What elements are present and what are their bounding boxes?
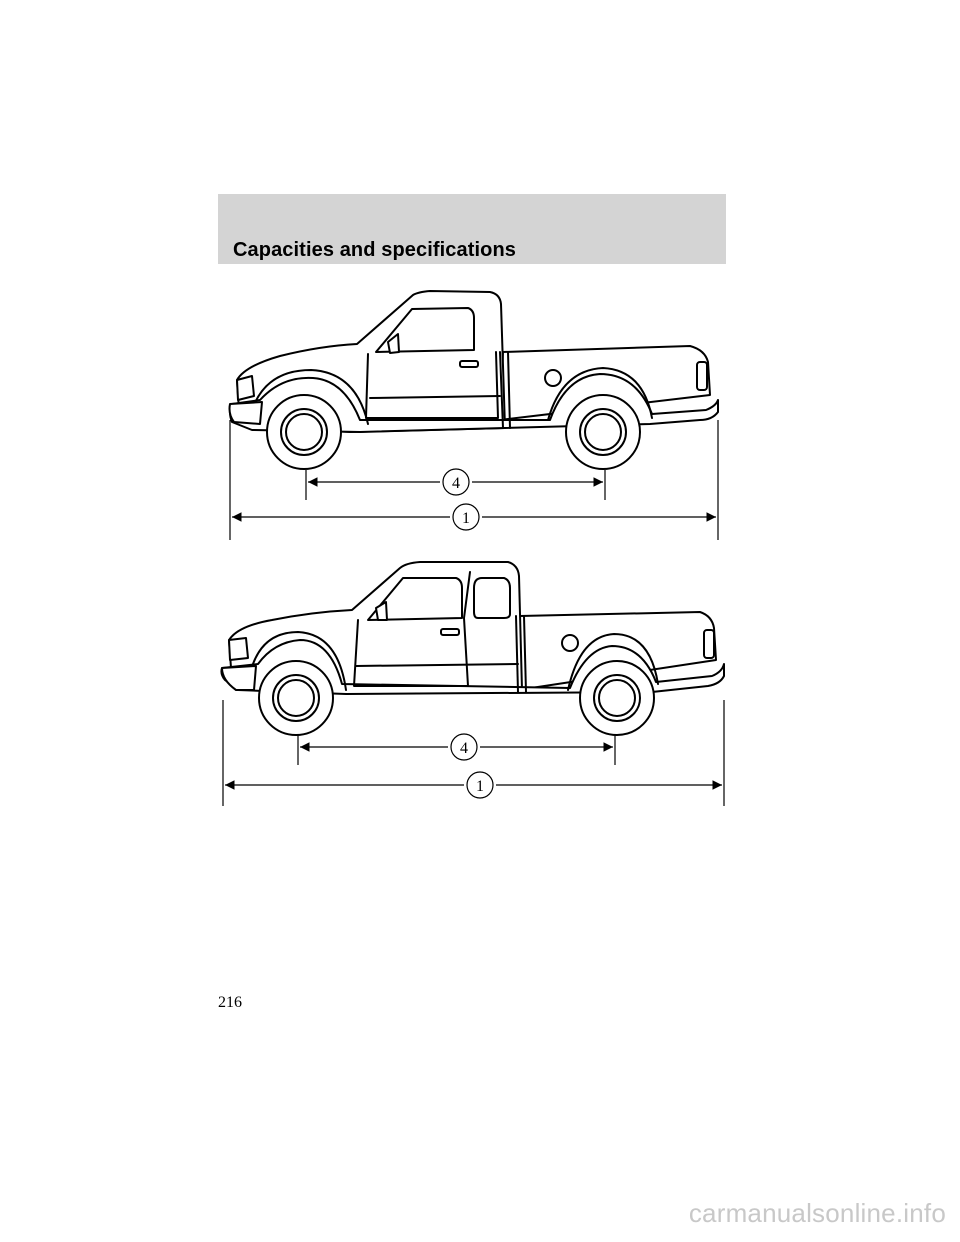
watermark-text: carmanualsonline.info xyxy=(688,1198,946,1228)
regular-cab-truck-drawing xyxy=(230,291,719,469)
page-number: 216 xyxy=(218,994,242,1011)
super-cab-truck-drawing xyxy=(221,562,724,735)
callout-wheelbase-2: 4 xyxy=(460,740,468,757)
callout-wheelbase-1: 4 xyxy=(452,475,460,492)
section-title: Capacities and specifications xyxy=(233,239,516,261)
callout-length-2: 1 xyxy=(476,778,484,795)
callout-length-1: 1 xyxy=(462,510,470,527)
